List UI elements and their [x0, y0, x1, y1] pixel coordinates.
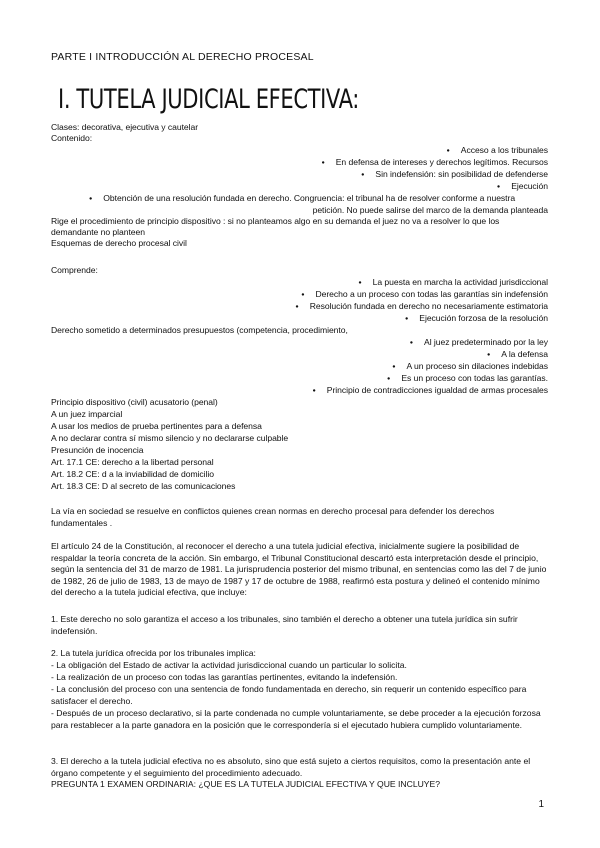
- paragraph: - La realización de un proceso con todas las garantías pertinentes, evitando la indefensión.: [51, 672, 398, 682]
- paragraph: 3. El derecho a la tutela judicial efectiva no es absoluto, sino que está sujeto a ciertos requisitos, como la presentación ante el órgano competente y el seguimiento del procedimiento adecuado.: [51, 756, 531, 778]
- list-item: ● Resolución fundada en derecho no necesariamente estimatoria: [295, 301, 548, 314]
- paragraph: La vía en sociedad se resuelve en conflictos quienes crean normas en derecho procesal para defender los derechos fundamentales .: [51, 506, 495, 528]
- contenido-label: Contenido:: [51, 133, 93, 143]
- paragraph: - La conclusión del proceso con una sentencia de fondo fundamentada en derecho, sin requerir un contenido específico para satisfacer el derecho.: [51, 684, 527, 706]
- paragraph: - Después de un proceso declarativo, si la parte condenada no cumple voluntariamente, se debe proceder a la ejecución forzosa para restablecer a la parte ganadora en la posición que le correspondería si el ejecutado hubiera cumplido voluntariamente.: [51, 708, 541, 730]
- list-item: ● Obtención de una resolución fundada en derecho. Congruencia: el tribunal ha de resolver conforme a nuestra: [89, 193, 515, 206]
- text-line: Principio dispositivo (civil) acusatorio (penal): [51, 397, 218, 407]
- text-line: Esquemas de derecho procesal civil: [51, 238, 187, 248]
- paragraph: 1. Este derecho no solo garantiza el acceso a los tribunales, sino también el derecho a obtener una tutela jurídica sin sufrir indefensión.: [51, 614, 518, 636]
- list-item: ● A un proceso sin dilaciones indebidas: [392, 361, 548, 374]
- list-item: ● Ejecución: [497, 181, 548, 194]
- text-line: demandante no planteen: [51, 227, 145, 237]
- text-line: Derecho sometido a determinados presupuestos (competencia, procedimiento,: [51, 325, 348, 335]
- section-header: PARTE I INTRODUCCIÓN AL DERECHO PROCESAL: [51, 51, 314, 63]
- list-item: ● Derecho a un proceso con todas las garantías sin indefensión: [301, 289, 548, 302]
- text-line: Art. 17.1 CE: derecho a la libertad personal: [51, 457, 214, 467]
- list-item: ● Principio de contradicciones igualdad de armas procesales: [313, 385, 548, 398]
- text-line: A no declarar contra sí mismo silencio y no declararse culpable: [51, 433, 289, 443]
- clases-line: Clases: decorativa, ejecutiva y cautelar: [51, 122, 199, 132]
- text-line: Rige el procedimiento de principio dispositivo : si no planteamos algo en su demanda el juez no va a resolver lo que los: [51, 216, 500, 226]
- list-item: ● Sin indefensión: sin posibilidad de defenderse: [361, 169, 548, 182]
- paragraph: 2. La tutela jurídica ofrecida por los tribunales implica:: [51, 648, 256, 658]
- paragraph: El artículo 24 de la Constitución, al reconocer el derecho a una tutela judicial efectiva, inicialmente sugiere la posibilidad de respaldar la teoría concreta de la acción. Sin embargo, el Tribunal Constitucional descartó esta interpretación desde el principio, según la sentencia del 31 de marzo de 1981. La jurisprudencia posterior del mismo tribunal, en sentencias como las del 7 de junio de 1982, 26 de julio de 1983, 13 de mayo de 1987 y 17 de octubre de 1988, reafirmó esta postura y delineó el contenido mínimo del derecho a la tutela judicial efectiva, que incluye:: [51, 541, 547, 597]
- paragraph: - La obligación del Estado de activar la actividad jurisdiccional cuando un particular lo solicita.: [51, 660, 407, 670]
- text-line: Art. 18.3 CE: D al secreto de las comunicaciones: [51, 481, 236, 491]
- list-item: ● Ejecución forzosa de la resolución: [405, 313, 548, 326]
- comprende-label: Comprende:: [51, 265, 98, 275]
- list-item-continuation: petición. No puede salirse del marco de la demanda planteada: [312, 205, 548, 215]
- text-line: A usar los medios de prueba pertinentes para a defensa: [51, 421, 262, 431]
- list-item: ● Al juez predeterminado por la ley: [410, 337, 548, 350]
- list-item: ● Es un proceso con todas las garantías.: [387, 373, 548, 386]
- text-line: Presunción de inocencia: [51, 445, 144, 455]
- list-item: ● A la defensa: [487, 349, 548, 362]
- page-title: I. TUTELA JUDICIAL EFECTIVA:: [58, 84, 359, 115]
- text-line: Art. 18.2 CE: d a la inviabilidad de domicilio: [51, 469, 214, 479]
- page-number: 1: [538, 799, 544, 810]
- list-item: ● La puesta en marcha la actividad jurisdiccional: [358, 277, 548, 290]
- text-line: A un juez imparcial: [51, 409, 123, 419]
- list-item: ● Acceso a los tribunales: [446, 145, 548, 158]
- list-item: ● En defensa de intereses y derechos legítimos. Recursos: [321, 157, 548, 170]
- exam-question: PREGUNTA 1 EXAMEN ORDINARIA: ¿QUE ES LA TUTELA JUDICIAL EFECTIVA Y QUE INCLUYE?: [51, 779, 441, 789]
